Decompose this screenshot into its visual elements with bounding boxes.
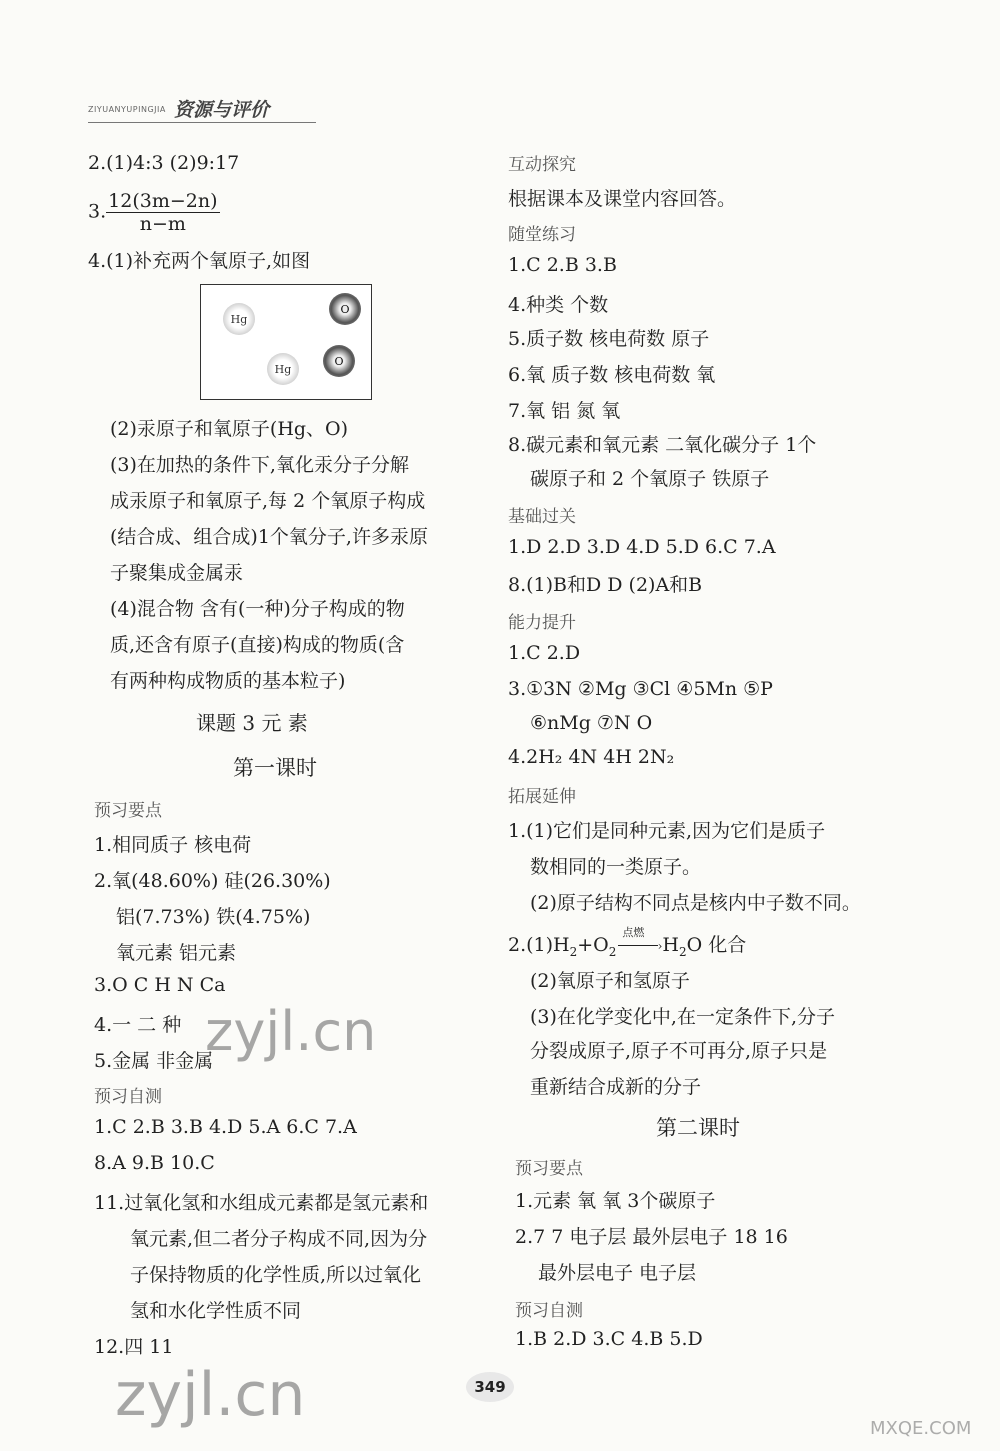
fraction-denominator: n−m: [139, 213, 186, 235]
header-title: 资源与评价: [174, 99, 270, 121]
answer-line: 质,还含有原子(直接)构成的物质(含: [110, 634, 405, 656]
section-heading: 随堂练习: [508, 225, 576, 245]
answer-line: 有两种构成物质的基本粒子): [110, 670, 346, 692]
answer-line: 1.D 2.D 3.D 4.D 5.D 6.C 7.A: [508, 536, 776, 558]
lesson-subtitle: 第一课时: [233, 756, 317, 780]
section-heading: 预习自测: [515, 1301, 583, 1321]
page-header: [88, 95, 316, 125]
answer-line: 4.(1)补充两个氧原子,如图: [88, 250, 311, 272]
answer-line: 子聚集成金属汞: [110, 562, 244, 584]
answer-line: 3.①3N ②Mg ③Cl ④5Mn ⑤P: [508, 678, 773, 700]
atom-diagram: [200, 284, 372, 400]
section-heading: 拓展延伸: [508, 787, 576, 807]
answer-line: 2.氧(48.60%) 硅(26.30%): [94, 870, 331, 892]
answer-line: 1.元素 氧 氧 3个碳原子: [515, 1190, 716, 1212]
section-heading: 预习自测: [94, 1087, 162, 1107]
answer-line: 8.碳元素和氧元素 二氧化碳分子 1个: [508, 434, 817, 456]
section-heading: 基础过关: [508, 507, 576, 527]
section-heading: 能力提升: [508, 613, 576, 633]
answer-line: 8.(1)B和D D (2)A和B: [508, 574, 703, 596]
header-pinyin: ZIYUANYUPINGJIA: [88, 105, 166, 114]
answer-line: 5.质子数 核电荷数 原子: [508, 328, 710, 350]
answer-line: (结合成、组合成)1个氧分子,许多汞原: [110, 526, 428, 548]
reaction-arrow: [616, 926, 663, 956]
watermark: MXQE.COM: [870, 1418, 972, 1439]
page-number: 349: [466, 1372, 514, 1402]
answer-line: 氧元素 铝元素: [116, 942, 237, 964]
answer-line: 11.过氧化氢和水组成元素都是氢元素和: [94, 1192, 429, 1214]
answer-line: 根据课本及课堂内容回答。: [508, 188, 737, 210]
answer-line: 1.C 2.B 3.B: [508, 254, 617, 276]
oxygen-atom: O: [323, 345, 355, 377]
answer-line: (2)原子结构不同点是核内中子数不同。: [530, 892, 861, 914]
answer-line: 3.O C H N Ca: [94, 974, 226, 996]
answer-line: 1.C 2.B 3.B 4.D 5.A 6.C 7.A: [94, 1116, 357, 1138]
answer-line: 分裂成原子,原子不可再分,原子只是: [530, 1040, 828, 1062]
answer-line: 碳原子和 2 个氧原子 铁原子: [530, 468, 770, 490]
answer-line: 最外层电子 电子层: [538, 1262, 697, 1284]
answer-line: 4.2H₂ 4N 4H 2N₂: [508, 746, 675, 768]
answer-line: 1.C 2.D: [508, 642, 581, 664]
answer-line: 1.(1)它们是同种元素,因为它们是质子: [508, 820, 826, 842]
reaction-condition: 点燃: [622, 926, 645, 939]
arrow-head-icon: ›: [657, 939, 663, 953]
watermark: zyjl.cn: [115, 1360, 306, 1430]
fraction-prefix: 3.: [88, 200, 107, 223]
section-heading: 预习要点: [94, 801, 162, 821]
answer-line: 4.一 二 种: [94, 1014, 182, 1036]
answer-line: 1.B 2.D 3.C 4.B 5.D: [515, 1328, 703, 1350]
answer-line: 氧元素,但二者分子构成不同,因为分: [130, 1228, 428, 1250]
answer-line: 6.氧 质子数 核电荷数 氧: [508, 364, 716, 386]
answer-line: (2)汞原子和氧原子(Hg、O): [110, 418, 349, 440]
answer-line: (3)在化学变化中,在一定条件下,分子: [530, 1006, 835, 1028]
answer-line: 5.金属 非金属: [94, 1050, 214, 1072]
equation-part: +O: [577, 934, 609, 956]
answer-line: 铝(7.73%) 铁(4.75%): [116, 906, 311, 928]
answer-line: 7.氧 铝 氮 氧: [508, 400, 621, 422]
answer-line: 成汞原子和氧原子,每 2 个氧原子构成: [110, 490, 426, 512]
answer-line: ⑥nMg ⑦N O: [530, 712, 653, 734]
answer-line: 1.相同质子 核电荷: [94, 834, 252, 856]
arrow-line: [618, 945, 658, 946]
answer-line: 重新结合成新的分子: [530, 1076, 702, 1098]
equation-part: O 化合: [686, 934, 747, 956]
section-heading: 互动探究: [508, 155, 576, 175]
fraction-answer: [88, 190, 220, 235]
answer-line: 2.(1)4:3 (2)9:17: [88, 152, 240, 174]
answer-line: (2)氧原子和氢原子: [530, 970, 690, 992]
answer-line: 数相同的一类原子。: [530, 856, 702, 878]
answer-line: (4)混合物 含有(一种)分子构成的物: [110, 598, 405, 620]
answer-line: 4.种类 个数: [508, 294, 609, 316]
equation-part: H: [662, 934, 679, 956]
answer-line: 氢和水化学性质不同: [130, 1300, 302, 1322]
answer-line: 8.A 9.B 10.C: [94, 1152, 215, 1174]
equation-part: 2.(1)H: [508, 934, 570, 956]
section-heading: 预习要点: [515, 1159, 583, 1179]
mercury-atom: Hg: [223, 303, 255, 335]
answer-line: 12.四 11: [94, 1336, 174, 1358]
answer-line: (3)在加热的条件下,氧化汞分子分解: [110, 454, 409, 476]
fraction-numerator: 12(3m−2n): [108, 190, 218, 212]
header-rule: [88, 122, 316, 123]
answer-line: 2.7 7 电子层 最外层电子 18 16: [515, 1226, 788, 1248]
answer-line: 子保持物质的化学性质,所以过氧化: [130, 1264, 422, 1286]
lesson-subtitle: 第二课时: [656, 1116, 740, 1140]
fraction: [106, 190, 219, 235]
mercury-atom: Hg: [267, 353, 299, 385]
section-title: 课题 3 元 素: [196, 711, 308, 735]
oxygen-atom: O: [329, 293, 361, 325]
equation-line: $2.(1)H_2+O_2$ 点燃 › $H_2O$ 化合: [508, 926, 747, 959]
watermark: zyjl.cn: [205, 1000, 377, 1063]
